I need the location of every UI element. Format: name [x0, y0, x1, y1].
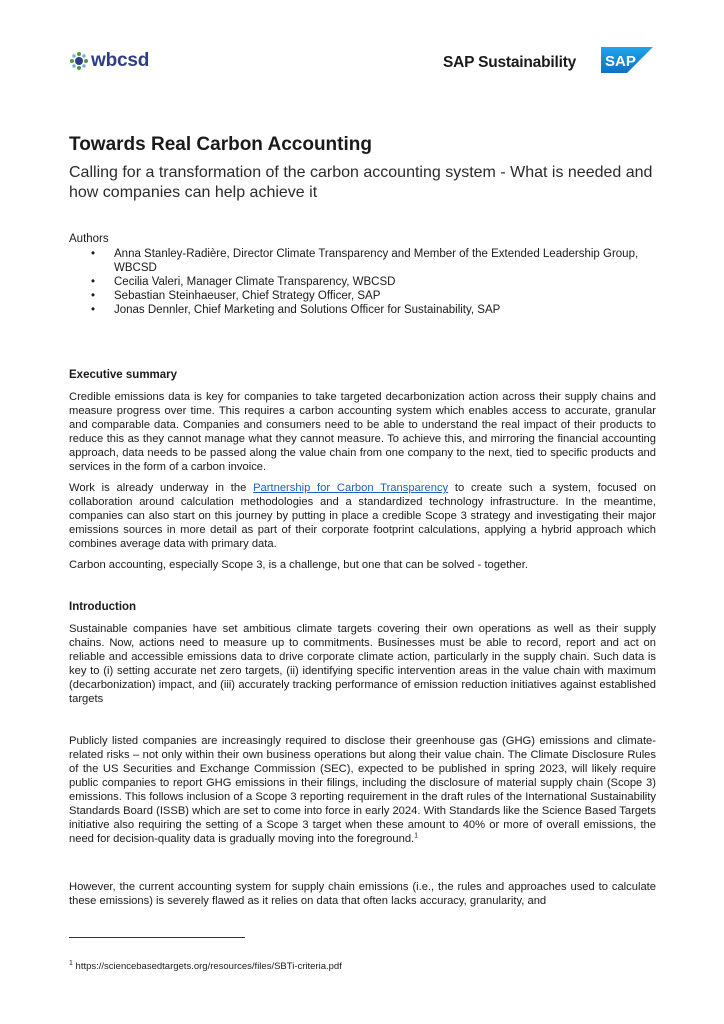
introduction-paragraph-1: Sustainable companies have set ambitious climate targets covering their own operations as well as their supply chains. Now, actions need to measure up to commitments. Businesses must be able to record, report and act on reliable and accessible emissions data to drive corporate climate action, particularly in the supply chain. Such data is key to (i) setting accurate net zero targets, (ii) identifying specific intervention areas in the value chain with maximum (decarbonization) impact, and (iii) accurately tracking performance of emission reduction initiatives against established targets: [69, 623, 656, 705]
document-title: Towards Real Carbon Accounting: [69, 134, 372, 155]
author-item: • Anna Stanley-Radière, Director Climate Transparency and Member of the Extended Leadership Group, WBCSD: [87, 247, 657, 275]
executive-summary-paragraph-1: Credible emissions data is key for companies to take targeted decarbonization action across their supply chains and measure progress over time. This requires a carbon accounting system which enables access to accurate, granular and comparable data. Companies and consumers need to be able to understand the real impact of their products to reduce this as they cannot manage what they cannot measure. To achieve this, and mirroring the financial accounting approach, data needs to be passed along the value chain from one company to the next, tied to specific products and services in the form of a carbon invoice.: [69, 391, 656, 473]
introduction-paragraph-3: However, the current accounting system for supply chain emissions (i.e., the rules and approaches used to calculate these emissions) is severely flawed as it relies on data that often lacks accuracy, granularity, and: [69, 881, 656, 907]
footnote-text: https://sciencebasedtargets.org/resources/files/SBTi-criteria.pdf: [72, 961, 342, 972]
author-item: • Sebastian Steinhaeuser, Chief Strategy Officer, SAP: [87, 289, 657, 303]
introduction-paragraph-2: [69, 734, 656, 846]
executive-summary-heading: Executive summary: [69, 369, 178, 381]
partnership-for-carbon-transparency-link[interactable]: Partnership for Carbon Transparency: [253, 482, 449, 494]
sap-logo: [601, 47, 653, 73]
authors-label: Authors: [69, 233, 109, 245]
executive-summary-paragraph-3: Carbon accounting, especially Scope 3, is a challenge, but one that can be solved - together.: [69, 559, 528, 571]
document-subtitle: Calling for a transformation of the carbon accounting system - What is needed and how companies can help achieve it: [69, 164, 653, 201]
wbcsd-logo: [69, 50, 149, 72]
sap-logo-text: SAP: [605, 53, 636, 70]
author-item: • Cecilia Valeri, Manager Climate Transparency, WBCSD: [87, 275, 657, 289]
globe-icon: [69, 51, 89, 71]
paragraph-text: to create such a system, focused on collaboration around calculation methodologies and a standardized technology infrastructure. In the meantime, companies can also start on this journey by putting in place a credible Scope 3 strategy and investigating their major emissions sources in more detail as part of their corporate footprint calculations, applying a hybrid approach which combines average data with primary data.: [69, 482, 656, 550]
sap-sustainability-logo-text: SAP Sustainability: [443, 54, 577, 71]
footnote-divider: [69, 937, 245, 938]
author-item: • Jonas Dennler, Chief Marketing and Solutions Officer for Sustainability, SAP: [87, 303, 657, 317]
introduction-heading: Introduction: [69, 601, 137, 613]
executive-summary-paragraph-2: [69, 481, 656, 551]
paragraph-text: Work is already underway in the: [69, 482, 254, 494]
footnote-reference: 1: [414, 832, 419, 840]
footnote: [69, 961, 342, 972]
footnote-number: 1: [69, 959, 73, 967]
wbcsd-logo-text: wbcsd: [91, 50, 150, 71]
paragraph-text: Publicly listed companies are increasingly required to disclose their greenhouse gas (GHG) emissions and climate-related risks – not only within their own business operations but along their value chain. The Climate Disclosure Rules of the US Securities and Exchange Commission (SEC), expected to be published in spring 2023, will likely require public companies to report GHG emissions in their filings, including the disclosure of material supply chain (Scope 3) emissions. This follows inclusion of a Scope 3 reporting requirement in the draft rules of the International Sustainability Standards Board (ISSB) which are set to come into force in early 2024. With Standards like the Science Based Targets initiative also requiring the setting of a Scope 3 target when these amount to 40% or more of overall emissions, the need for decision-quality data is gradually moving into the foreground.: [69, 735, 656, 845]
authors-list: [87, 247, 657, 317]
